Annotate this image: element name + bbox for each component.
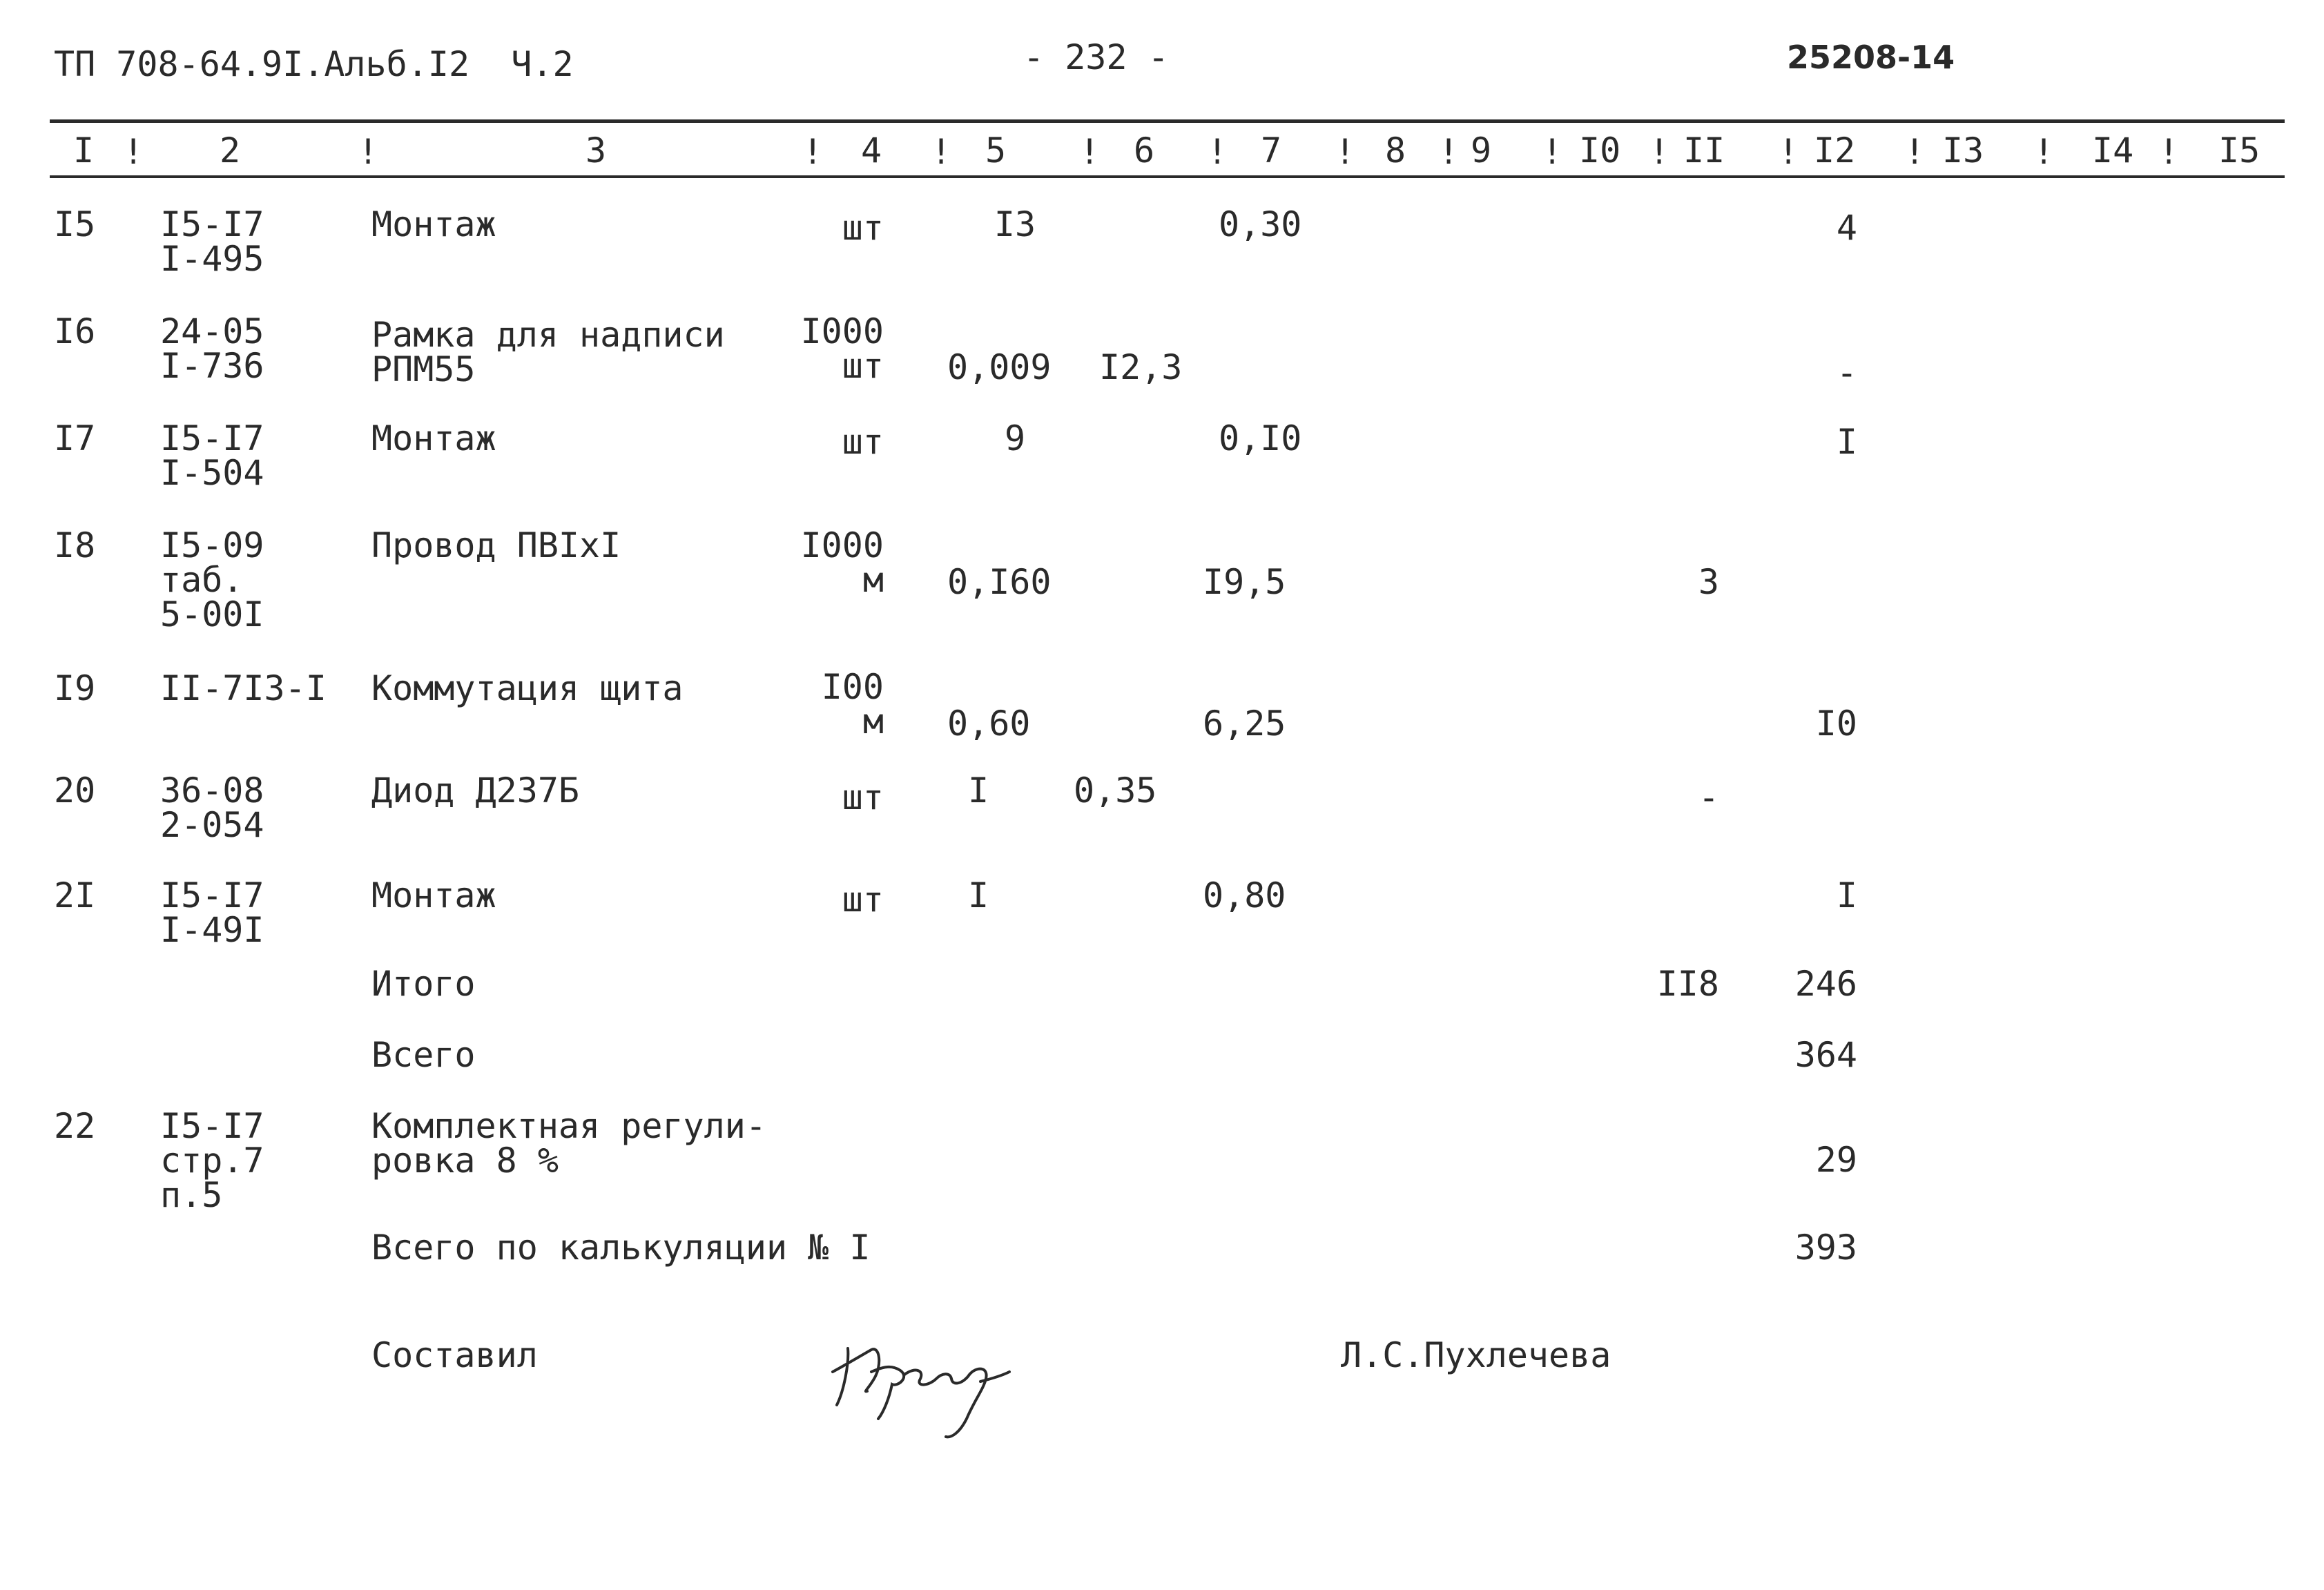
unit: шт: [842, 880, 884, 920]
col6-value: I2,3: [1099, 347, 1183, 387]
grand-total-value: 393: [1794, 1228, 1857, 1268]
column-separator: !: [1778, 132, 1799, 172]
item-name: Провод ПВIхI: [371, 525, 621, 565]
row-number: I5: [54, 204, 96, 244]
item-name: Монтаж: [371, 204, 496, 244]
norm-code: 36-08 2-054: [160, 770, 264, 845]
item-name: Коммутация щита: [371, 668, 684, 708]
norm-code: I5-09 таб. 5-00I: [160, 525, 264, 634]
col-header-13: I3: [1942, 130, 1984, 171]
col7-value: 6,25: [1203, 704, 1286, 744]
header-bottom-rule: [50, 175, 2285, 178]
row-number: 22: [54, 1106, 96, 1146]
row-number: I8: [54, 525, 96, 565]
archive-code: 25208-14: [1787, 39, 1955, 76]
col7-value: 0,I0: [1219, 418, 1302, 458]
unit: I00 м: [821, 667, 884, 741]
item-name: Диод Д237Б: [371, 770, 580, 811]
col-header-1: I: [73, 130, 95, 171]
unit: шт: [842, 422, 884, 462]
col11-value: -: [1698, 777, 1719, 817]
total-col12: 364: [1794, 1035, 1857, 1075]
col-header-6: 6: [1134, 130, 1155, 171]
grand-total-label: Всего по калькуляции № I: [371, 1228, 871, 1268]
unit: шт: [842, 777, 884, 817]
row-number: I7: [54, 418, 96, 458]
subtotal-label: Итого: [371, 964, 476, 1004]
norm-code: I5-I7 стр.7 п.5: [160, 1106, 264, 1215]
column-separator: !: [802, 132, 824, 172]
column-separator: !: [1335, 132, 1356, 172]
unit: шт: [842, 208, 884, 248]
norm-code: II-7I3-I: [160, 668, 327, 708]
norm-code: I5-I7 I-49I: [160, 875, 264, 950]
page-number: - 232 -: [1023, 37, 1169, 77]
subtotal-col12: 246: [1794, 964, 1857, 1004]
col-header-5: 5: [985, 130, 1007, 171]
col7-value: I9,5: [1203, 562, 1286, 602]
unit: I000 м: [800, 525, 884, 600]
column-separator: !: [123, 132, 144, 172]
col-header-10: I0: [1579, 130, 1621, 171]
norm-code: 24-05 I-736: [160, 311, 264, 386]
quantity: I: [968, 770, 989, 811]
column-separator: !: [1207, 132, 1228, 172]
col12-value: -: [1836, 353, 1857, 393]
norm-code: I5-I7 I-495: [160, 204, 264, 279]
column-separator: !: [1079, 132, 1101, 172]
col12-value: 29: [1815, 1140, 1857, 1180]
col-header-14: I4: [2092, 130, 2134, 171]
col-header-7: 7: [1261, 130, 1282, 171]
item-name: Монтаж: [371, 875, 496, 915]
col-header-8: 8: [1385, 130, 1406, 171]
column-separator: !: [2033, 132, 2055, 172]
col-header-2: 2: [220, 130, 241, 171]
document-reference: ТП 708-64.9I.Альб.I2 Ч.2: [54, 44, 574, 84]
header-top-rule: [50, 119, 2285, 123]
col12-value: 4: [1836, 208, 1857, 248]
subtotal-col11: II8: [1656, 964, 1719, 1004]
row-number: I9: [54, 668, 96, 708]
item-name: Монтаж: [371, 418, 496, 458]
unit: I000 шт: [800, 311, 884, 386]
col12-value: I: [1836, 422, 1857, 462]
col7-value: 0,30: [1219, 204, 1302, 244]
quantity: I3: [994, 204, 1036, 244]
column-separator: !: [1542, 132, 1563, 172]
item-name: Комплектная регули- ровка 8 %: [371, 1106, 766, 1181]
row-number: 2I: [54, 875, 96, 915]
column-separator: !: [2158, 132, 2180, 172]
compiled-by-label: Составил: [371, 1335, 538, 1375]
col-header-3: 3: [585, 130, 607, 171]
row-number: 20: [54, 770, 96, 811]
col-header-15: I5: [2218, 130, 2260, 171]
column-separator: !: [1438, 132, 1460, 172]
col12-value: I: [1836, 875, 1857, 915]
column-separator: !: [931, 132, 952, 172]
quantity: 0,009: [947, 347, 1052, 387]
column-separator: !: [1649, 132, 1670, 172]
col-header-4: 4: [861, 130, 882, 171]
norm-code: I5-I7 I-504: [160, 418, 264, 493]
handwritten-signature: [829, 1315, 1056, 1439]
item-name: Рамка для надписи РПМ55: [371, 315, 725, 389]
quantity: 9: [1004, 418, 1026, 458]
compiler-name: Л.С.Пухлечева: [1341, 1335, 1611, 1375]
row-number: I6: [54, 311, 96, 351]
total-label: Всего: [371, 1035, 476, 1075]
col6-value: 0,35: [1074, 770, 1157, 811]
col-header-11: II: [1683, 130, 1725, 171]
quantity: I: [968, 875, 989, 915]
column-separator: !: [358, 132, 379, 172]
col-header-9: 9: [1471, 130, 1492, 171]
column-separator: !: [1904, 132, 1926, 172]
col7-value: 0,80: [1203, 875, 1286, 915]
col12-value: I0: [1815, 704, 1857, 744]
col-header-12: I2: [1814, 130, 1856, 171]
quantity: 0,60: [947, 704, 1031, 744]
quantity: 0,I60: [947, 562, 1052, 602]
col11-value: 3: [1698, 562, 1719, 602]
